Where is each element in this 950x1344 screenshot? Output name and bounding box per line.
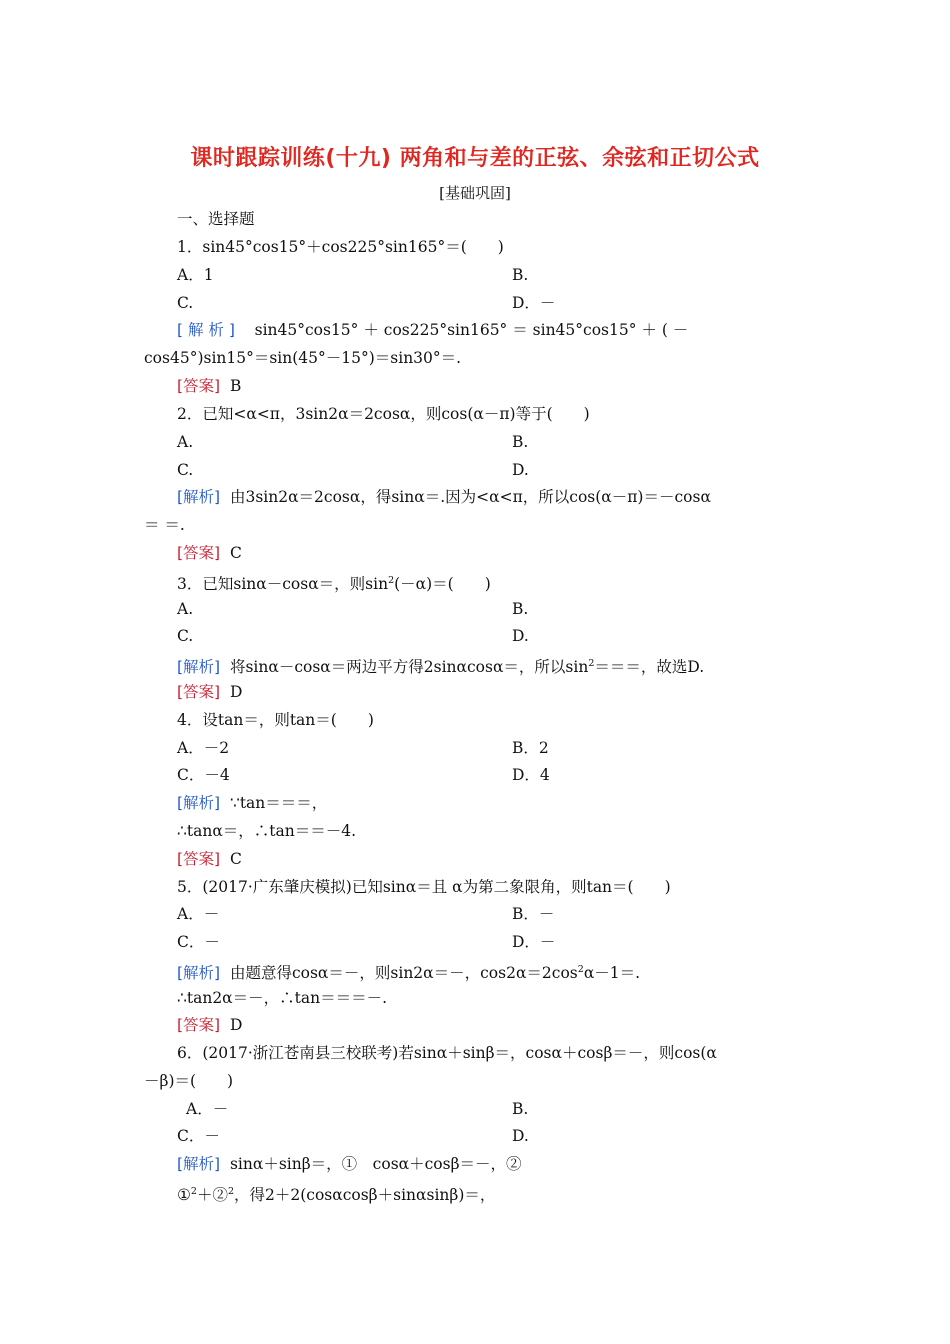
- q1-option-a: A．1: [177, 266, 214, 284]
- q3-stem-part1: 3．已知sinα－cosα＝，则sin: [177, 575, 389, 593]
- q2-option-b: B.: [512, 433, 529, 451]
- q4-stem: 4．设tan＝，则tan＝( ): [177, 711, 374, 729]
- q2-solution-line2: ＝ ＝.: [144, 516, 185, 534]
- q1-stem: 1．sin45°cos15°＋cos225°sin165°＝( ): [177, 238, 504, 256]
- q5-stem: 5．(2017·广东肇庆模拟)已知sinα＝且 α为第二象限角，则tan＝( ): [177, 878, 671, 896]
- q6-option-a: A．－: [186, 1100, 229, 1118]
- q6-solution-part1: ①: [177, 1186, 191, 1204]
- q2-solution: [177, 486, 711, 508]
- q2-solution-line1: 由3sin2α＝2cosα，得sinα＝.因为<α<π，所以cos(α－π)＝－cosα: [229, 488, 711, 506]
- q2-jiexi-label: [解析]: [177, 488, 221, 506]
- q3-option-d: D.: [512, 627, 529, 645]
- q5-answer-value: D: [229, 1016, 243, 1034]
- q5-answer-label: [答案]: [177, 1016, 221, 1034]
- q6-jiexi-label: [解析]: [177, 1155, 221, 1173]
- q3-solution-superscript: 2: [588, 658, 595, 669]
- q1-jiexi-label: [ 解 析 ]: [177, 321, 235, 339]
- q6-solution: [177, 1153, 522, 1175]
- q4-solution-line2: ∴tanα＝，∴tan＝＝－4.: [177, 822, 357, 840]
- q3-solution: [177, 653, 704, 678]
- q4-answer-value: C: [229, 850, 242, 868]
- q5-solution-line2: ∴tan2α＝－，∴tan＝＝＝－.: [177, 989, 388, 1007]
- q4-option-d: D．4: [512, 766, 550, 784]
- q5-option-c: C．－: [177, 933, 220, 951]
- q6-solution-line1: sinα＋sinβ＝，① cosα＋cosβ＝－，②: [229, 1155, 522, 1173]
- q3-option-b: B.: [512, 600, 529, 618]
- q2-answer-label: [答案]: [177, 544, 221, 562]
- q2-stem: 2．已知<α<π，3sin2α＝2cosα，则cos(α－π)等于( ): [177, 405, 590, 423]
- q4-answer: [177, 848, 242, 870]
- q3-option-c: C.: [177, 627, 194, 645]
- q6-solution-part2: ＋②: [196, 1186, 228, 1204]
- q4-option-a: A．－2: [177, 739, 230, 757]
- q6-option-c: C．－: [177, 1127, 220, 1145]
- q4-option-c: C．－4: [177, 766, 230, 784]
- q2-answer: [177, 542, 242, 564]
- q5-answer: [177, 1014, 242, 1036]
- q1-option-b: B.: [512, 266, 529, 284]
- q1-answer: [177, 375, 241, 397]
- q1-answer-label: [答案]: [177, 377, 221, 395]
- q6-solution-part3: ，得2＋2(cosαcosβ＋sinαsinβ)＝，: [234, 1186, 496, 1204]
- q5-solution: [177, 959, 640, 984]
- q3-stem-part2: (－α)＝( ): [394, 575, 491, 593]
- q3-answer: [177, 681, 242, 703]
- q1-solution: [177, 319, 688, 341]
- q1-solution-line1: sin45°cos15° ＋ cos225°sin165° ＝ sin45°cos15° ＋ ( －: [254, 321, 689, 339]
- q6-option-d: D.: [512, 1127, 529, 1145]
- q4-jiexi-label: [解析]: [177, 794, 221, 812]
- q6-stem-line1: 6．(2017·浙江苍南县三校联考)若sinα＋sinβ＝，cosα＋cosβ＝－，则cos(α: [177, 1044, 717, 1062]
- q6-solution-superscript2: 2: [227, 1186, 235, 1197]
- section-subtitle: [基础巩固]: [439, 184, 511, 202]
- q3-option-a: A.: [177, 600, 194, 618]
- q5-option-b: B．－: [512, 905, 555, 923]
- q5-option-a: A．－: [177, 905, 220, 923]
- page-title: 课时跟踪训练(十九) 两角和与差的正弦、余弦和正切公式: [190, 146, 760, 171]
- q5-solution-superscript: 2: [577, 964, 584, 975]
- q5-solution-part2: α－1＝.: [583, 964, 641, 982]
- q3-jiexi-label: [解析]: [177, 658, 221, 676]
- q6-option-b: B.: [512, 1100, 529, 1118]
- q3-answer-value: D: [229, 683, 243, 701]
- q4-option-b: B．2: [512, 739, 549, 757]
- q1-solution-line2: cos45°)sin15°＝sin(45°－15°)＝sin30°＝.: [144, 349, 462, 367]
- q3-solution-part2: ＝＝＝，故选D.: [594, 658, 705, 676]
- q3-answer-label: [答案]: [177, 683, 221, 701]
- q1-answer-value: B: [229, 377, 242, 395]
- q2-option-d: D.: [512, 461, 529, 479]
- q6-solution-line2: [177, 1181, 495, 1206]
- q2-answer-value: C: [229, 544, 242, 562]
- q2-option-a: A.: [177, 433, 194, 451]
- q1-option-d: D．－: [512, 294, 556, 312]
- q5-solution-part1: 由题意得cosα＝－，则sin2α＝－，cos2α＝2cos: [229, 964, 578, 982]
- q3-stem-superscript: 2: [388, 575, 395, 586]
- section-heading: 一、选择题: [177, 210, 255, 228]
- q2-option-c: C.: [177, 461, 194, 479]
- q5-jiexi-label: [解析]: [177, 964, 221, 982]
- q4-solution-line1: ∵tan＝＝＝，: [229, 794, 328, 812]
- q6-stem-line2: －β)＝( ): [144, 1072, 234, 1090]
- q4-solution: [177, 792, 327, 814]
- q5-option-d: D．－: [512, 933, 556, 951]
- q4-answer-label: [答案]: [177, 850, 221, 868]
- q3-stem: [177, 570, 491, 595]
- q3-solution-part1: 将sinα－cosα＝两边平方得2sinαcosα＝，所以sin: [229, 658, 589, 676]
- q1-option-c: C.: [177, 294, 194, 312]
- q6-solution-superscript1: 2: [190, 1186, 197, 1197]
